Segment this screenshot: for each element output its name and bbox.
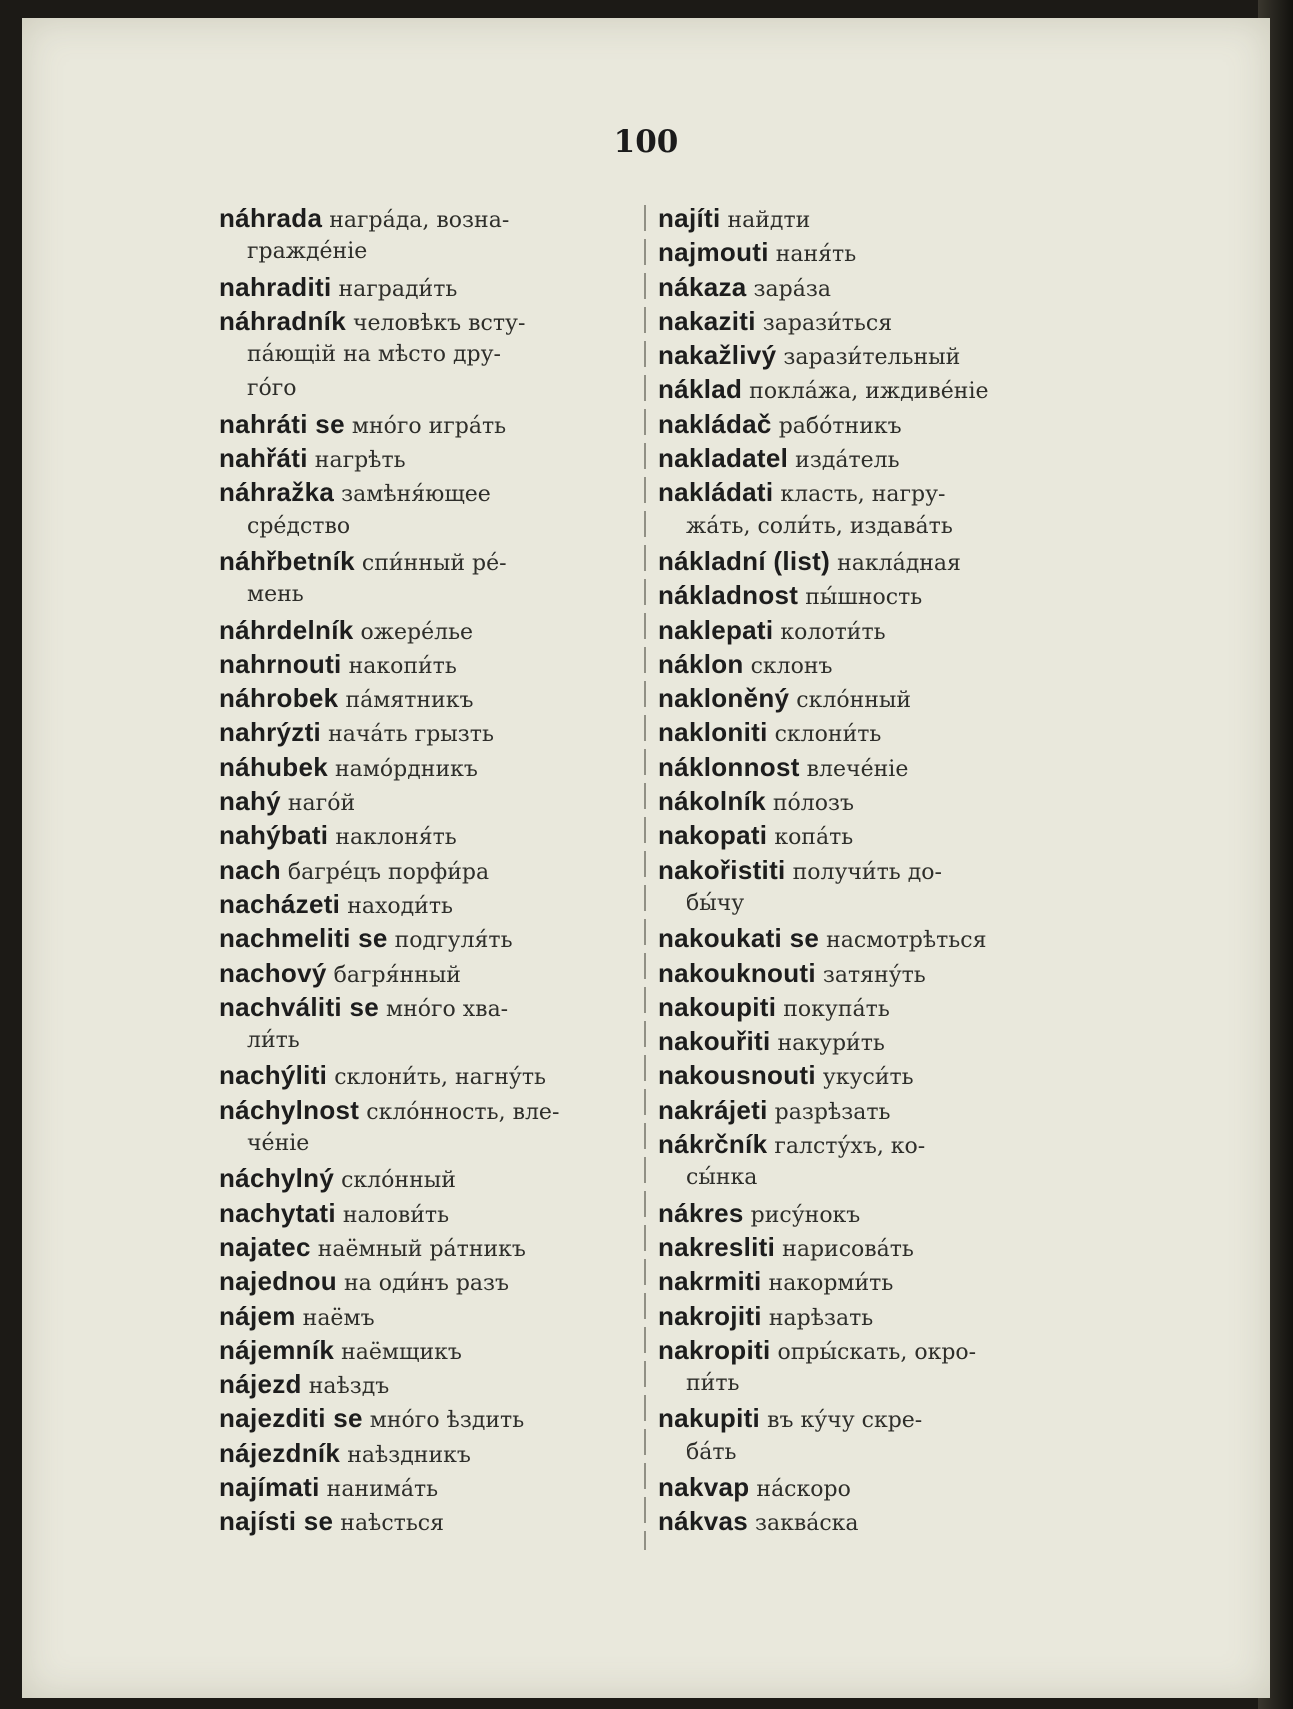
dictionary-entry (658, 1264, 1092, 1298)
translation: накури́ть (777, 1031, 885, 1057)
dictionary-entry (658, 1470, 1092, 1504)
dictionary-entry (219, 1436, 653, 1470)
entry-continuation (219, 372, 653, 406)
translation: накопи́ть (348, 653, 457, 679)
headword: nakrojiti (658, 1300, 762, 1331)
headword: náchylný (219, 1163, 335, 1194)
dictionary-entry (658, 338, 1092, 372)
headword: nakropiti (658, 1334, 771, 1365)
translation: галсту́хъ, ко- (774, 1134, 926, 1160)
translation: багря́нный (333, 962, 461, 988)
dictionary-entry (658, 647, 1092, 681)
dictionary-entry (219, 1333, 653, 1367)
translation: ожере́лье (360, 619, 474, 645)
translation: скло́нный (341, 1168, 456, 1194)
dictionary-entry (219, 1299, 653, 1333)
translation: по́лозъ (772, 791, 854, 817)
dictionary-entry (658, 853, 1092, 887)
dictionary-entry (219, 475, 653, 509)
headword: nákolník (658, 786, 766, 817)
dictionary-entry (219, 1264, 653, 1298)
translation: накорми́ть (768, 1271, 894, 1297)
translation: наѣздъ (308, 1374, 390, 1400)
dictionary-entry (219, 1504, 653, 1538)
translation: нарѣзать (768, 1305, 874, 1331)
translation: наѣздникъ (347, 1442, 471, 1468)
dictionary-entry (219, 990, 653, 1024)
dictionary-entry (219, 441, 653, 475)
entry-continuation (219, 235, 653, 269)
headword: náhubek (219, 751, 329, 782)
headword: nahý (219, 786, 281, 817)
headword: nahýbati (219, 820, 329, 851)
headword: najatec (219, 1231, 311, 1262)
dictionary-entry (658, 715, 1092, 749)
translation: нагрѣть (314, 448, 406, 474)
translation: влече́ніе (806, 756, 909, 782)
dictionary-entry (658, 750, 1092, 784)
entry-continuation (219, 1024, 653, 1058)
headword: nájem (219, 1300, 296, 1331)
dictionary-entry (658, 578, 1092, 612)
translation: награди́ть (338, 276, 458, 302)
headword: nákladní (list) (658, 545, 831, 576)
headword: nákladnost (658, 580, 799, 611)
dictionary-entry (219, 1401, 653, 1435)
dictionary-entry (658, 407, 1092, 441)
translation: найдти (727, 208, 811, 233)
dictionary-entry (658, 1058, 1092, 1092)
translation: мно́го хва- (385, 996, 509, 1022)
translation: заква́ска (754, 1511, 859, 1537)
translation: пы́шность (805, 585, 923, 611)
headword: nakousnouti (658, 1060, 816, 1091)
headword: náhražka (219, 477, 335, 508)
dictionary-entry (219, 201, 653, 235)
headword: nahraditi (219, 271, 332, 302)
headword: náhrdelník (219, 614, 354, 645)
dictionary-entry (219, 784, 653, 818)
headword: náklonnost (658, 751, 800, 782)
translation: сы́нка (686, 1165, 758, 1191)
translation: класть, нагру- (780, 482, 946, 508)
dictionary-entry (658, 475, 1092, 509)
translation: на́скоро (756, 1476, 851, 1502)
translation: замѣня́ющее (341, 482, 491, 508)
dictionary-entry (219, 887, 653, 921)
translation: покупа́ть (783, 996, 890, 1022)
translation: въ ку́чу скре- (767, 1408, 923, 1434)
headword: nakaziti (658, 305, 756, 336)
translation: скло́нный (796, 688, 912, 714)
translation: нача́ть грызть (328, 722, 494, 748)
headword: nakoupiti (658, 991, 777, 1022)
translation: склони́ть (774, 722, 882, 748)
translation: склони́ть, нагну́ть (334, 1065, 547, 1091)
headword: nákres (658, 1197, 744, 1228)
translation: наклоня́ть (335, 825, 457, 851)
dictionary-entry (658, 921, 1092, 955)
translation: покла́жа, иждиве́ніе (749, 379, 989, 405)
dictionary-entry (219, 853, 653, 887)
headword: nahrnouti (219, 648, 342, 679)
headword: nachýliti (219, 1060, 328, 1091)
dictionary-entry (658, 1299, 1092, 1333)
headword: náhřbetník (219, 545, 355, 576)
translation: укуси́ть (822, 1065, 914, 1091)
headword: nakládač (658, 408, 772, 439)
headword: nákvas (658, 1506, 748, 1537)
headword: nakládati (658, 477, 774, 508)
dictionary-entry (658, 681, 1092, 715)
translation: багре́цъ порфи́ра (287, 859, 490, 885)
translation: мень (247, 582, 304, 608)
translation: че́ніе (247, 1131, 310, 1157)
entry-continuation (219, 338, 653, 372)
translation: спи́нный ре́- (361, 550, 507, 576)
translation: пи́ть (686, 1371, 740, 1397)
translation: нарисова́ть (782, 1236, 914, 1262)
dictionary-entry (658, 1401, 1092, 1435)
translation: насмотрѣться (826, 928, 987, 954)
headword: nacházeti (219, 888, 341, 919)
translation: мно́го игра́ть (351, 413, 507, 439)
headword: najezditi se (219, 1403, 363, 1434)
translation: наёмъ (302, 1305, 375, 1331)
translation: склонъ (750, 653, 833, 679)
translation: гражде́ніе (247, 239, 368, 265)
translation: накла́дная (837, 550, 961, 576)
translation: опры́скать, окро- (777, 1339, 977, 1365)
headword: nakresliti (658, 1231, 776, 1262)
dictionary-entry (219, 956, 653, 990)
translation: па́мятникъ (345, 688, 474, 714)
translation: ли́ть (247, 1028, 300, 1054)
translation: получи́ть до- (792, 859, 942, 885)
dictionary-entry (658, 1196, 1092, 1230)
headword: naklepati (658, 614, 774, 645)
headword: náchylnost (219, 1094, 360, 1125)
headword: nakrmiti (658, 1266, 762, 1297)
headword: nakořistiti (658, 854, 786, 885)
dictionary-entry (219, 1470, 653, 1504)
dictionary-entry (219, 818, 653, 852)
translation: разрѣзать (774, 1099, 891, 1125)
translation: намо́рдникъ (335, 756, 478, 782)
dictionary-entry (658, 1230, 1092, 1264)
entry-continuation (658, 1161, 1092, 1195)
headword: nahřáti (219, 443, 308, 474)
entry-continuation (658, 1367, 1092, 1401)
dictionary-entry (219, 681, 653, 715)
dictionary-entry (658, 201, 1092, 235)
translation: наго́й (287, 791, 356, 817)
dictionary-entry (219, 750, 653, 784)
dictionary-entry (658, 1127, 1092, 1161)
headword: nakladatel (658, 443, 789, 474)
entry-continuation (658, 510, 1092, 544)
translation: награ́да, возна- (329, 208, 510, 233)
headword: nachový (219, 957, 327, 988)
headword: nakvap (658, 1471, 750, 1502)
headword: nakouřiti (658, 1026, 771, 1057)
dictionary-entry (658, 784, 1092, 818)
dictionary-entry (658, 1504, 1092, 1538)
translation: па́ющій на мѣсто дру- (247, 342, 501, 368)
headword: nakopati (658, 820, 768, 851)
translation: наёмщикъ (341, 1339, 462, 1365)
headword: nájezd (219, 1369, 302, 1400)
translation: на оди́нъ разъ (343, 1271, 510, 1297)
headword: nákrčník (658, 1129, 768, 1160)
dictionary-entry (219, 715, 653, 749)
dictionary-entry (658, 544, 1092, 578)
dictionary-entry (658, 1024, 1092, 1058)
dictionary-entry (658, 441, 1092, 475)
headword: nachváliti se (219, 991, 379, 1022)
dictionary-entry (219, 407, 653, 441)
translation: зарази́ться (762, 310, 893, 336)
right-column (658, 201, 1092, 1539)
translation: рабо́тникъ (778, 413, 902, 439)
headword: nachytati (219, 1197, 336, 1228)
dictionary-entry (219, 1161, 653, 1195)
translation: го́го (247, 376, 297, 402)
entry-continuation (658, 887, 1092, 921)
headword: náhrobek (219, 683, 339, 714)
dictionary-entry (219, 1093, 653, 1127)
headword: najímati (219, 1471, 320, 1502)
dictionary-entry (658, 235, 1092, 269)
headword: najmouti (658, 237, 769, 268)
dictionary-entry (658, 270, 1092, 304)
dictionary-entry (219, 1058, 653, 1092)
left-column (219, 201, 653, 1539)
dictionary-page (22, 18, 1270, 1698)
translation: ба́ть (686, 1439, 737, 1465)
headword: nájezdník (219, 1437, 341, 1468)
dictionary-entry (658, 613, 1092, 647)
dictionary-entry (658, 990, 1092, 1024)
headword: náklon (658, 648, 744, 679)
translation: сре́дство (247, 513, 351, 539)
headword: najísti se (219, 1506, 334, 1537)
dictionary-entry (219, 544, 653, 578)
dictionary-entry (658, 1093, 1092, 1127)
dictionary-entry (219, 1196, 653, 1230)
translation: находи́ть (347, 893, 453, 919)
headword: nakupiti (658, 1403, 761, 1434)
dictionary-entry (658, 304, 1092, 338)
translation: человѣкъ всту- (352, 310, 526, 336)
translation: зара́за (753, 276, 831, 302)
entry-continuation (219, 578, 653, 612)
headword: nachmeliti se (219, 923, 388, 954)
headword: nákaza (658, 271, 747, 302)
dictionary-entry (658, 1333, 1092, 1367)
translation: наёмный ра́тникъ (317, 1236, 526, 1262)
translation: колоти́ть (780, 619, 886, 645)
dictionary-entry (658, 372, 1092, 406)
dictionary-entry (219, 647, 653, 681)
headword: nahrýzti (219, 717, 322, 748)
entry-continuation (219, 510, 653, 544)
translation: зарази́тельный (783, 345, 961, 371)
dictionary-entry (219, 270, 653, 304)
headword: nakloněný (658, 683, 790, 714)
headword: nach (219, 854, 281, 885)
translation: подгуля́ть (394, 928, 513, 954)
translation: рису́нокъ (750, 1202, 861, 1228)
dictionary-entry (219, 304, 653, 338)
translation: бы́чу (686, 890, 745, 916)
headword: nahráti se (219, 408, 345, 439)
headword: najednou (219, 1266, 337, 1297)
translation: изда́тель (795, 448, 900, 474)
headword: náhrada (219, 203, 323, 233)
translation: затяну́ть (822, 962, 926, 988)
dictionary-entry (219, 921, 653, 955)
headword: nakrájeti (658, 1094, 768, 1125)
entry-continuation (658, 1436, 1092, 1470)
dictionary-entry (219, 1367, 653, 1401)
headword: nakloniti (658, 717, 768, 748)
headword: náklad (658, 374, 743, 405)
translation: скло́нность, вле- (366, 1099, 560, 1125)
entry-continuation (219, 1127, 653, 1161)
translation: нанима́ть (326, 1476, 439, 1502)
translation: наня́ть (775, 242, 857, 268)
dictionary-entry (658, 818, 1092, 852)
page-number: 100 (613, 124, 679, 160)
headword: nájemník (219, 1334, 335, 1365)
translation: жа́ть, соли́ть, издава́ть (686, 513, 953, 539)
dictionary-entry (219, 613, 653, 647)
dictionary-entry (219, 1230, 653, 1264)
translation: мно́го ѣздить (369, 1408, 525, 1434)
dictionary-entry (658, 956, 1092, 990)
headword: najíti (658, 203, 721, 233)
translation: налови́ть (342, 1202, 450, 1228)
headword: nakoukati se (658, 923, 820, 954)
headword: nakažlivý (658, 340, 777, 371)
translation: наѣсться (340, 1511, 444, 1537)
headword: náhradník (219, 305, 346, 336)
translation: копа́ть (774, 825, 854, 851)
headword: nakouknouti (658, 957, 816, 988)
